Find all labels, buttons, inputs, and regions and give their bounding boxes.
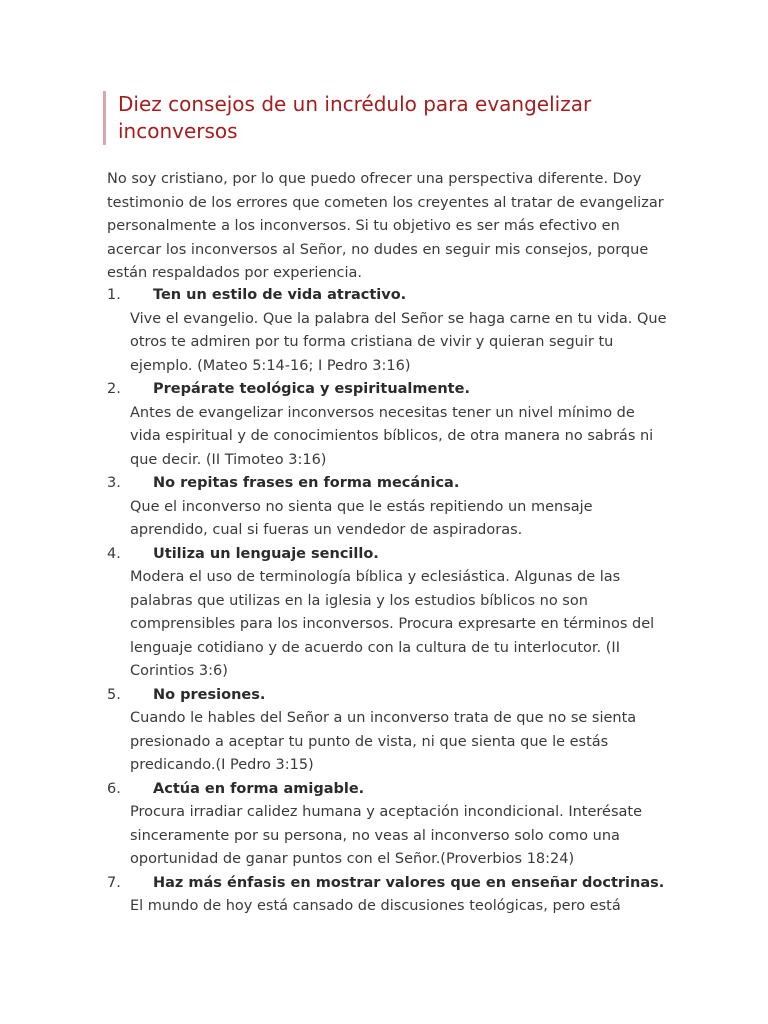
list-item-header (107, 872, 667, 896)
list-item (107, 872, 667, 919)
list-item-header (107, 684, 667, 708)
list-item (107, 778, 667, 872)
list-item (107, 684, 667, 778)
list-item-header (107, 543, 667, 567)
list-item-number: 5. (107, 686, 121, 703)
list-item-number: 1. (107, 287, 121, 303)
list-item-body: Procura irradiar calidez humana y aceptación incondicional. Interésate sinceramente por su persona, no veas al inconverso solo como una oportunidad de ganar puntos con el Señor.(Proverbios 18:24) (130, 804, 643, 867)
list-item-heading: Actúa en forma amigable. (153, 780, 365, 797)
list-item-heading: No repitas frases en forma mecánica. (153, 475, 460, 491)
list-item-heading: Ten un estilo de vida atractivo. (153, 287, 407, 303)
list-item-header (107, 472, 667, 496)
list-item-body: El mundo de hoy está cansado de discusiones teológicas, pero está (130, 898, 621, 914)
list-item-heading: No presiones. (153, 686, 266, 703)
list-item-body: Que el inconverso no sienta que le estás repitiendo un mensaje aprendido, cual si fueras un vendedor de aspiradoras. (130, 498, 593, 538)
page-title: Diez consejos de un incrédulo para evangelizar inconversos (118, 92, 592, 143)
list-item-header (107, 778, 667, 802)
list-item-number: 7. (107, 874, 121, 891)
list-item (107, 378, 667, 472)
list-item-number: 4. (107, 545, 121, 562)
list-item-header (107, 284, 667, 308)
list-item-heading: Prepárate teológica y espiritualmente. (153, 381, 470, 397)
tips-list (107, 284, 667, 919)
list-item-body: Antes de evangelizar inconversos necesitas tener un nivel mínimo de vida espiritual y de conocimientos bíblicos, de otra manera no sabrás ni que decir. (II Timoteo 3:16) (130, 404, 654, 468)
list-item-body: Modera el uso de terminología bíblica y eclesiástica. Algunas de las palabras que utilizas en la iglesia y los estudios bíblicos no son comprensibles para los inconversos. Procura expresarte en términos del lenguaje cotidiano y de acuerdo con la cultura de tu interlocutor. (II Corintios 3:6) (130, 569, 655, 679)
intro-paragraph: No soy cristiano, por lo que puedo ofrecer una perspectiva diferente. Doy testimonio de los errores que cometen los creyentes al tratar de evangelizar personalmente a los inconversos. Si tu objetivo es ser más efectivo en acercar los inconversos al Señor, no dudes en seguir mis consejos, porque están respaldados por experiencia. (107, 171, 664, 281)
list-item-body: Cuando le hables del Señor a un inconverso trata de que no se sienta presionado a aceptar tu punto de vista, ni que sienta que le estás predicando.(I Pedro 3:15) (130, 710, 637, 773)
list-item (107, 472, 667, 543)
list-item-number: 6. (107, 780, 121, 797)
list-item-body: Vive el evangelio. Que la palabra del Señor se haga carne en tu vida. Que otros te admiren por tu forma cristiana de vivir y quieran seguir tu ejemplo. (Mateo 5:14-16; I Pedro 3:16) (130, 310, 667, 374)
list-item-number: 3. (107, 475, 121, 491)
list-item (107, 284, 667, 378)
list-item-heading: Utiliza un lenguaje sencillo. (153, 545, 379, 562)
list-item-heading: Haz más énfasis en mostrar valores que en enseñar doctrinas. (153, 874, 665, 891)
title-block (103, 91, 678, 145)
list-item (107, 543, 667, 684)
list-item-header (107, 378, 667, 402)
list-item-number: 2. (107, 381, 121, 397)
